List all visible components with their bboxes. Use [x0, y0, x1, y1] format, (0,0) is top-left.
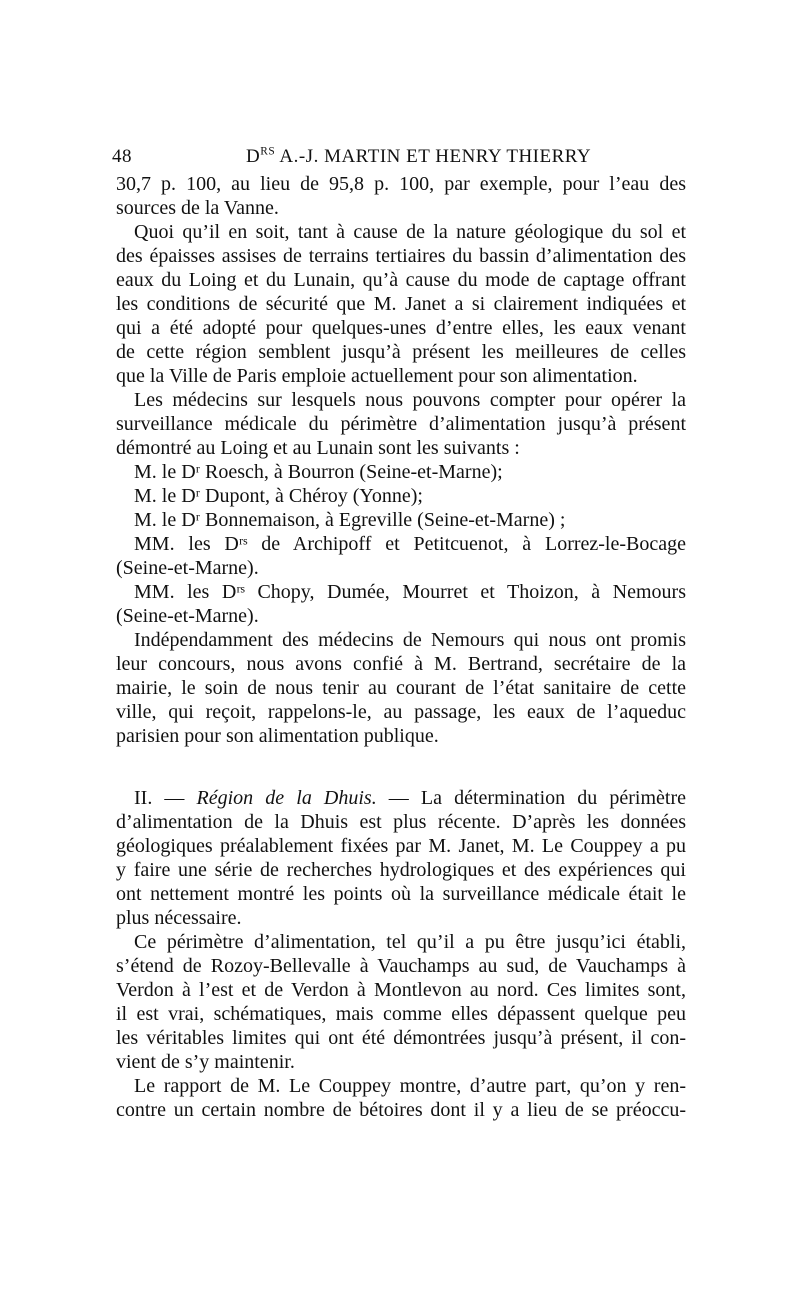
- text-line: sources de la Vanne.: [116, 197, 279, 219]
- text-line: d’alimentation de la Dhuis est plus récente. D’après les données: [116, 811, 686, 833]
- section-title: Région de la Dhuis.: [196, 787, 377, 809]
- text-line: Ce périmètre d’alimentation, tel qu’il a pu être jusqu’ici établi,: [134, 931, 686, 953]
- text-line: ont nettement montré les points où la surveillance médicale était le: [116, 883, 686, 905]
- text-line: les véritables limites qui ont été démontrées jusqu’à présent, il con-: [116, 1027, 686, 1049]
- text-line: 30,7 p. 100, au lieu de 95,8 p. 100, par exemple, pour l’eau des: [116, 173, 686, 195]
- text-line: MM. les Dʳˢ Chopy, Dumée, Mourret et Thoizon, à Nemours: [134, 581, 686, 603]
- text-line: MM. les Dʳˢ de Archipoff et Petitcuenot, à Lorrez-le-Bocage: [134, 533, 686, 555]
- text-line: contre un certain nombre de bétoires dont il y a lieu de se préoccu-: [116, 1099, 686, 1121]
- text-line: que la Ville de Paris emploie actuellement pour son alimentation.: [116, 365, 638, 387]
- text-line: s’étend de Rozoy-Bellevalle à Vauchamps au sud, de Vauchamps à: [116, 955, 686, 977]
- text-line: démontré au Loing et au Lunain sont les suivants :: [116, 437, 520, 459]
- text-line: il est vrai, schématiques, mais comme elles dépassent quelque peu: [116, 1003, 686, 1025]
- text-line: M. le Dʳ Bonnemaison, à Egreville (Seine-et-Marne) ;: [134, 509, 566, 531]
- text-line: géologiques préalablement fixées par M. Janet, M. Le Couppey a pu: [116, 835, 686, 857]
- text-line: (Seine-et-Marne).: [116, 605, 259, 627]
- text-line: Le rapport de M. Le Couppey montre, d’autre part, qu’on y ren-: [134, 1075, 686, 1097]
- text-line: y faire une série de recherches hydrologiques et des expériences qui: [116, 859, 686, 881]
- running-head: [246, 146, 591, 168]
- text-line: Indépendamment des médecins de Nemours qui nous ont promis: [134, 629, 686, 651]
- text-line: leur concours, nous avons confié à M. Bertrand, secrétaire de la: [116, 653, 686, 675]
- text-line: Verdon à l’est et de Verdon à Montlevon au nord. Ces limites sont,: [116, 979, 686, 1001]
- text-line: parisien pour son alimentation publique.: [116, 725, 439, 747]
- section-number: II. —: [134, 787, 197, 809]
- text-line: vient de s’y maintenir.: [116, 1051, 295, 1073]
- text-line: M. le Dʳ Dupont, à Chéroy (Yonne);: [134, 485, 423, 507]
- running-head-prefix: D: [246, 146, 261, 167]
- text-line: surveillance médicale du périmètre d’alimentation jusqu’à présent: [116, 413, 686, 435]
- text-line: mairie, le soin de nous tenir au courant de l’état sanitaire de cette: [116, 677, 686, 699]
- text-line: ville, qui reçoit, rappelons-le, au passage, les eaux de l’aqueduc: [116, 701, 686, 723]
- running-head-rest: A.-J. MARTIN ET HENRY THIERRY: [275, 146, 592, 167]
- text-line: des épaisses assises de terrains tertiaires du bassin d’alimentation des: [116, 245, 686, 267]
- text-line: Les médecins sur lesquels nous pouvons compter pour opérer la: [134, 389, 686, 411]
- text-line: [134, 786, 686, 810]
- text-line: (Seine-et-Marne).: [116, 557, 259, 579]
- text-line: plus nécessaire.: [116, 907, 242, 929]
- text-line: Quoi qu’il en soit, tant à cause de la nature géologique du sol et: [134, 221, 686, 243]
- text-line: eaux du Loing et du Lunain, qu’à cause du mode de captage offrant: [116, 269, 686, 291]
- page-header: [112, 146, 686, 172]
- running-head-sup: RS: [260, 145, 276, 158]
- text-line: M. le Dʳ Roesch, à Bourron (Seine-et-Marne);: [134, 461, 503, 483]
- text-line: les conditions de sécurité que M. Janet a si clairement indiquées et: [116, 293, 686, 315]
- text-line: de cette région semblent jusqu’à présent les meilleures de celles: [116, 341, 686, 363]
- page-number: 48: [112, 146, 132, 167]
- text-line: qui a été adopté pour quelques-unes d’entre elles, les eaux venant: [116, 317, 686, 339]
- section-text: — La détermination du périmètre: [376, 787, 686, 809]
